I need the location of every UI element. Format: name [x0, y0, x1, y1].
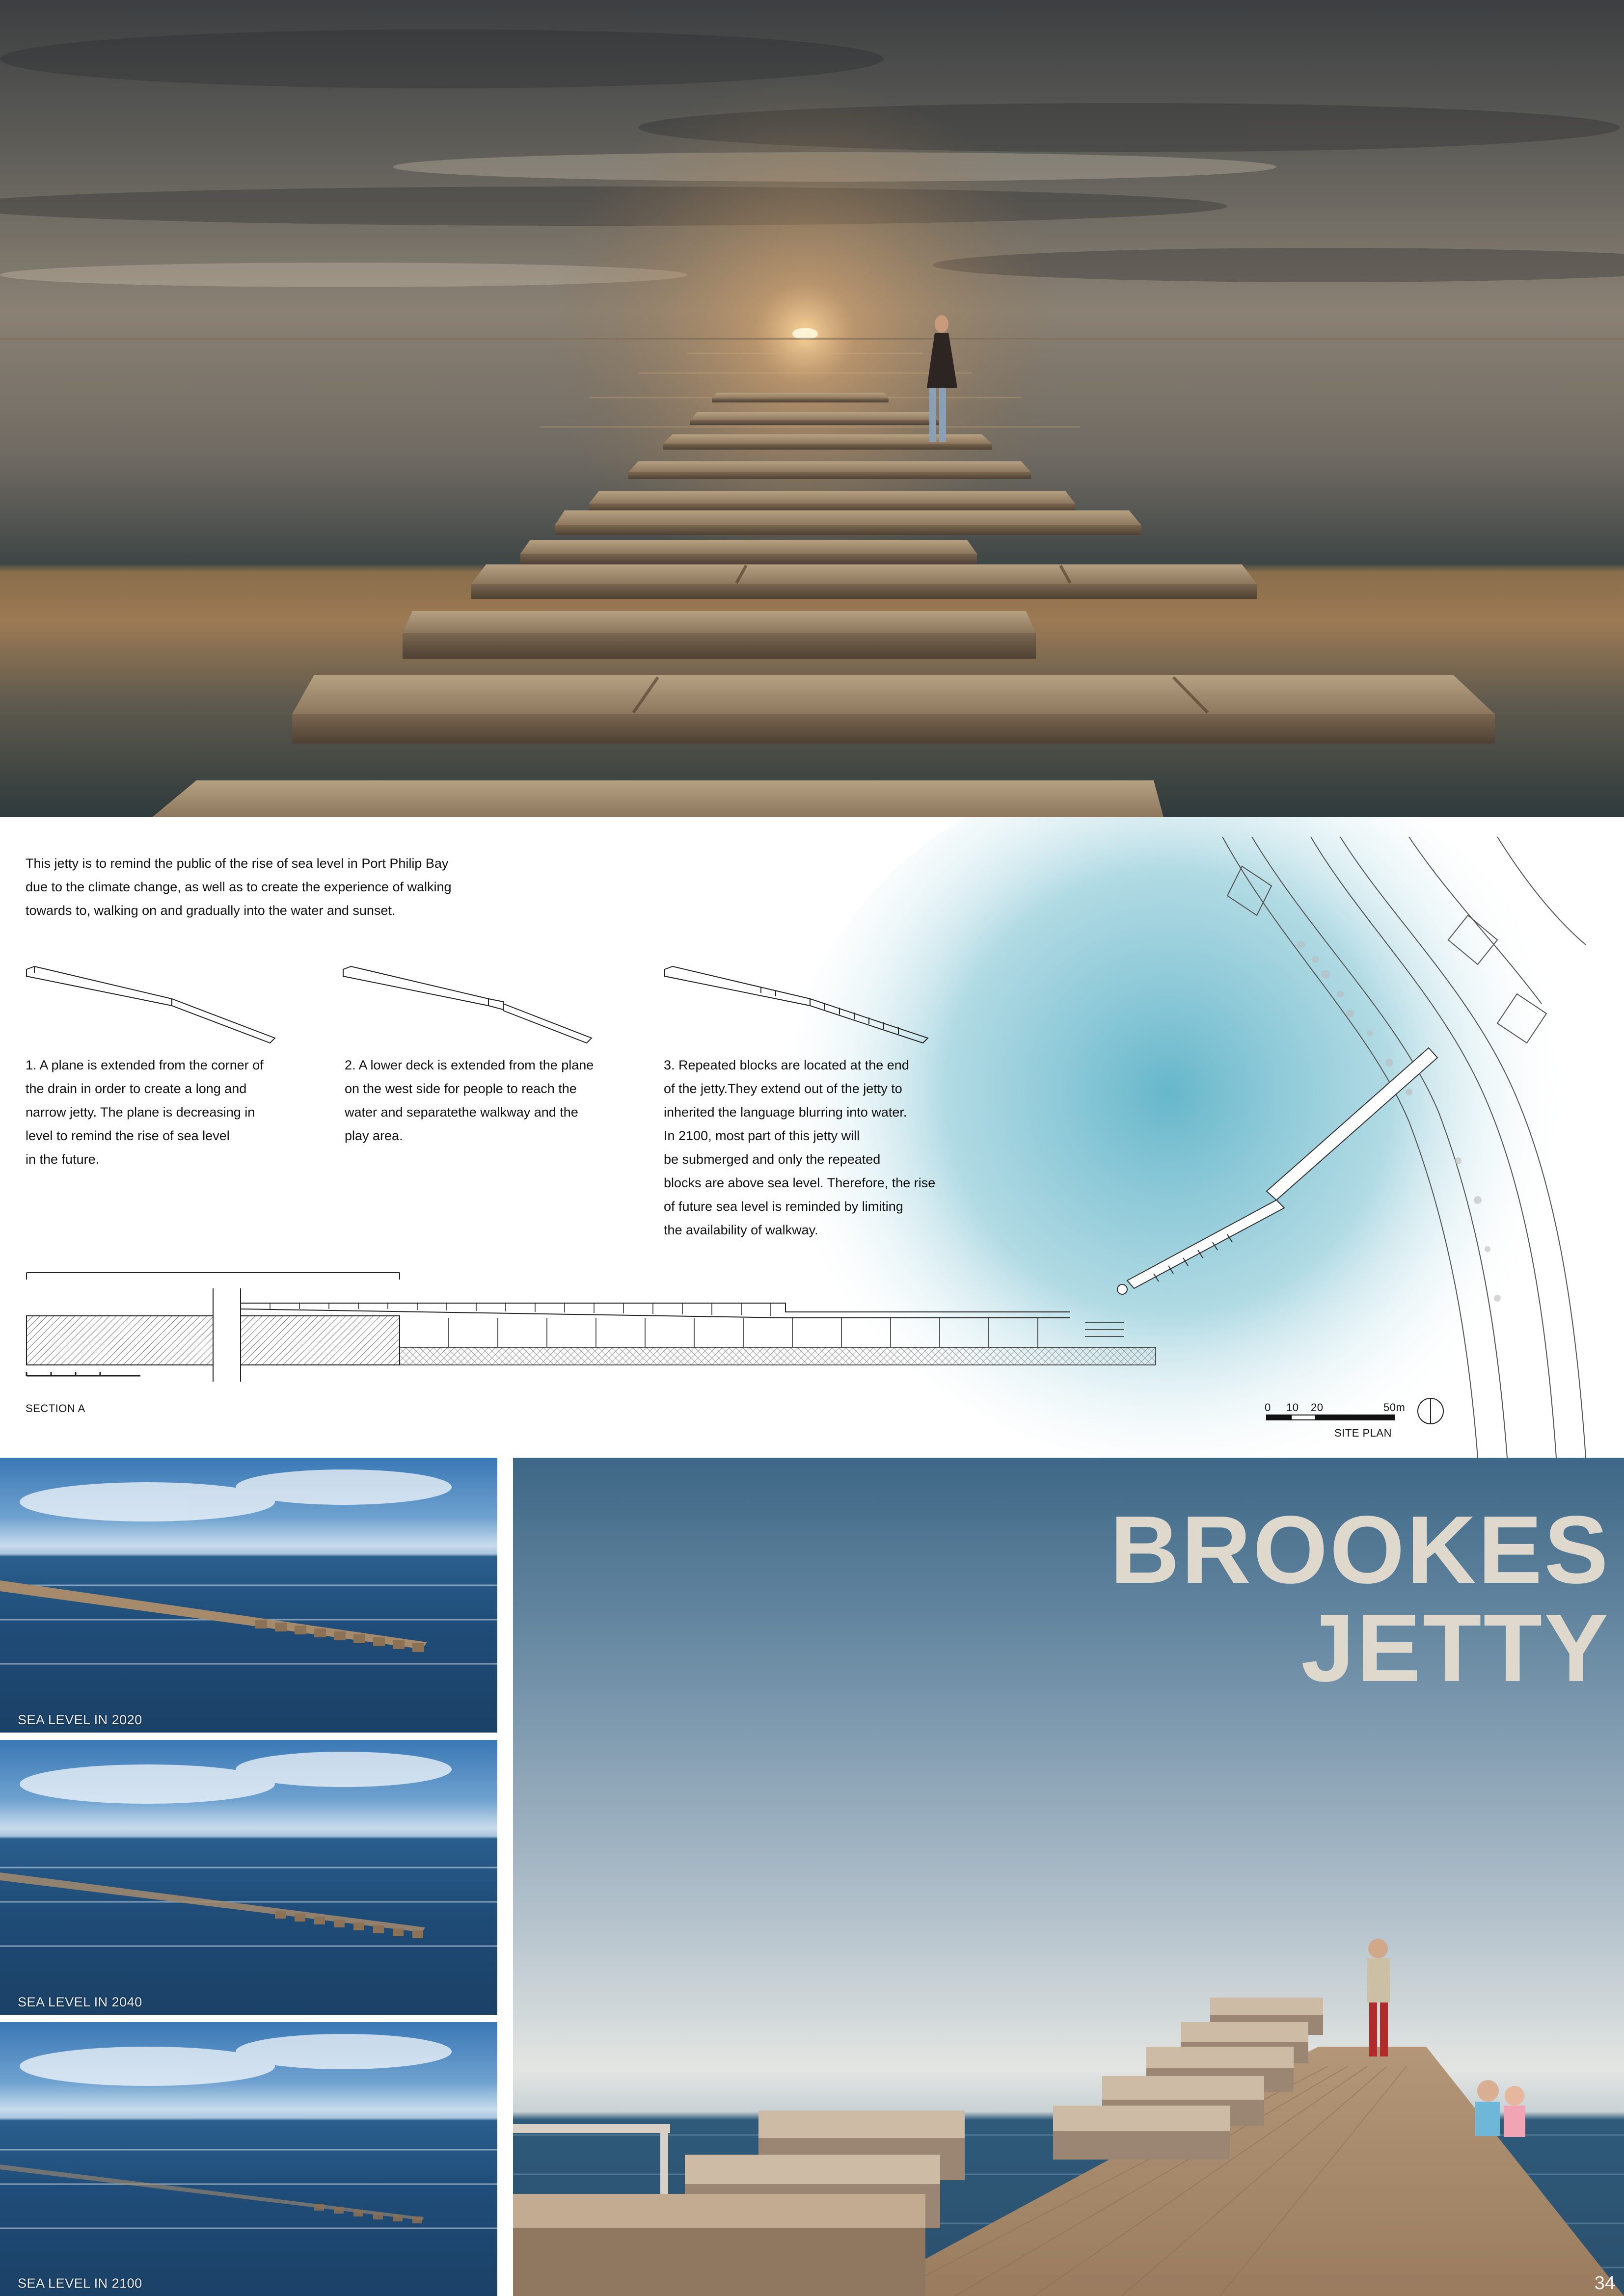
site-plan-drawing	[1095, 817, 1624, 1458]
step-1-text: 1. A plane is extended from the corner of the drain in order to create a long and narrow jetty. The plane is decreasing in level to remind the rise of sea level in the future.	[26, 1058, 264, 1167]
hero-illustration	[0, 0, 1624, 817]
title-line-1: BROOKES	[1110, 1496, 1610, 1603]
hero-sunset-render	[0, 0, 1624, 817]
page-number: 34	[1594, 2273, 1615, 2294]
intro-paragraph: This jetty is to remind the public of the rise of sea level in Port Philip Bay due to the climate change, as well as to create the experience of walking towards to, walking on and gradually into the water and sunset.	[26, 856, 452, 918]
sea-level-render-2100	[0, 2022, 497, 2296]
sea-level-render-2020	[0, 1458, 497, 1733]
section-a-drawing	[25, 1269, 1159, 1382]
jetty-plan	[1117, 1048, 1437, 1294]
scale-tick-10: 10	[1286, 1401, 1299, 1414]
concept-sketch-3	[663, 964, 938, 1053]
scale-tick-50m: 50m	[1383, 1401, 1406, 1414]
section-a-label: SECTION A	[26, 1402, 85, 1415]
step-2-text: 2. A lower deck is extended from the plane on the west side for people to reach the water and separatethe walkway and the play area.	[345, 1058, 594, 1143]
site-plan-label: SITE PLAN	[1334, 1427, 1392, 1439]
sea-level-2040-label: SEA LEVEL IN 2040	[18, 1995, 142, 2009]
sea-level-2100-label: SEA LEVEL IN 2100	[18, 2276, 142, 2291]
title-line-2: JETTY	[1301, 1594, 1610, 1702]
frame-structure	[513, 2124, 670, 2133]
concept-sketch-1	[25, 964, 280, 1053]
step-3-text: 3. Repeated blocks are located at the end of the jetty.They extend out of the jetty to inherited the language blurring into water. In 2100, most part of this jetty will be submerged and only the repeated blocks are above sea level. Therefore, the rise of future sea level is reminded by limiting the availability of walkway.	[664, 1058, 936, 1237]
concept-sketch-2	[341, 964, 596, 1053]
scale-tick-0: 0	[1265, 1401, 1271, 1414]
sea-level-2020-label: SEA LEVEL IN 2020	[18, 1712, 142, 1727]
person-man	[1367, 1939, 1390, 2056]
children	[1475, 2080, 1525, 2137]
sea-level-render-2040	[0, 1740, 497, 2015]
brookes-jetty-render	[513, 1458, 1624, 2296]
scale-tick-20: 20	[1311, 1401, 1324, 1414]
description-panel	[0, 817, 1624, 1458]
